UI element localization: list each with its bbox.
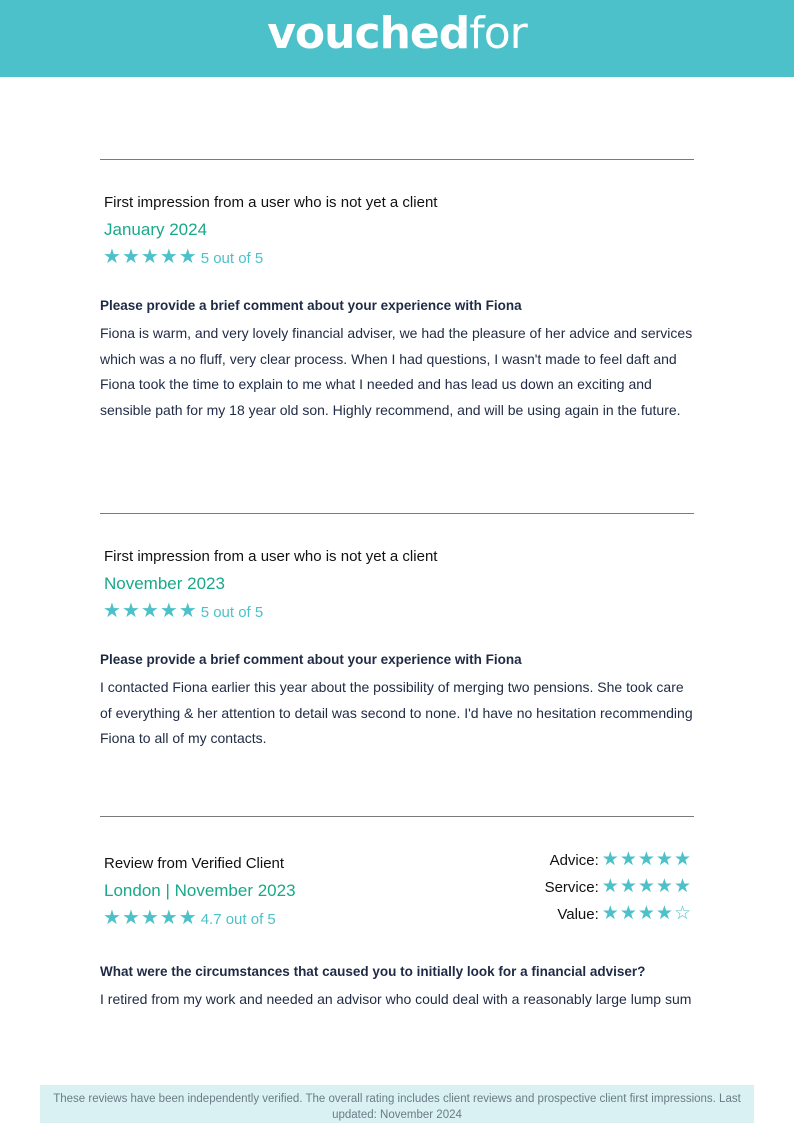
review-date: London | November 2023 [104,881,296,900]
sub-rating-service [545,874,692,901]
star-filled-icon: ★ [103,600,121,622]
star-rating [103,602,198,622]
review-date: November 2023 [104,574,225,593]
star-filled-icon: ★ [178,246,197,268]
rating-text: 4.7 out of 5 [200,910,276,928]
sub-rating-label: Value: [557,906,599,923]
review-answer: I retired from my work and needed an advisor who could deal with a reasonably large lump sum [100,991,692,1007]
review-question: Please provide a brief comment about your experience with Fiona [100,298,522,313]
star-empty-icon: ☆ [673,903,691,924]
review-answer: Fiona is warm, and very lovely financial adviser, we had the pleasure of her advice and services which was a no fluff, very clear process. When I had questions, I wasn't made to feel daft and Fiona took the time to explain to me what I needed and has lead us down an exciting and sensible path for my 18 year old son. Highly recommend, and will be using again in the future. [100,325,693,418]
star-filled-icon: ★ [601,903,619,924]
star-filled-icon: ★ [673,876,691,897]
star-rating [602,905,692,924]
star-filled-icon: ★ [140,907,159,929]
rating-text: 5 out of 5 [200,603,264,621]
star-filled-icon: ★ [619,876,637,897]
review-question: Please provide a brief comment about your experience with Fiona [100,652,522,667]
review-type: First impression from a user who is not yet a client [104,548,438,565]
star-filled-icon: ★ [178,907,197,929]
star-filled-icon: ★ [159,907,178,929]
review-answer: I contacted Fiona earlier this year about the possibility of merging two pensions. She took care of everything & her attention to detail was second to none. I'd have no hesitation recommending Fiona to all of my contacts. [100,679,693,746]
rating-text: 5 out of 5 [200,249,264,267]
star-filled-icon: ★ [121,907,140,929]
star-filled-icon: ★ [178,600,197,622]
review-type: Review from Verified Client [104,855,285,872]
star-filled-icon: ★ [159,246,178,268]
overall-rating [103,909,276,929]
star-filled-icon: ★ [140,246,159,268]
review-divider [100,513,694,514]
overall-rating [103,602,263,622]
star-filled-icon: ★ [655,849,673,870]
star-rating [602,878,692,897]
sub-rating-label: Advice: [549,852,599,869]
review-question: What were the circumstances that caused you to initially look for a financial adviser? [100,964,646,979]
star-filled-icon: ★ [140,600,159,622]
header-bar [0,0,794,77]
sub-ratings [545,847,692,928]
star-filled-icon: ★ [103,907,121,929]
star-filled-icon: ★ [673,849,691,870]
vouchedfor-logo[interactable]: vouchedfor [267,7,527,59]
star-rating [103,909,198,929]
star-filled-icon: ★ [655,903,673,924]
star-filled-icon: ★ [601,876,619,897]
star-filled-icon: ★ [655,876,673,897]
review-date: January 2024 [104,220,208,239]
review-divider [100,159,694,160]
star-filled-icon: ★ [619,849,637,870]
overall-rating [103,248,263,268]
star-filled-icon: ★ [159,600,178,622]
star-filled-icon: ★ [121,246,140,268]
sub-rating-value [545,901,692,928]
star-filled-icon: ★ [619,903,637,924]
review-divider [100,816,694,817]
star-filled-icon: ★ [637,903,655,924]
star-rating [103,248,198,268]
sub-rating-advice [545,847,692,874]
review-type: First impression from a user who is not yet a client [104,194,438,211]
star-rating [602,851,692,870]
sub-rating-label: Service: [544,879,599,896]
star-filled-icon: ★ [637,876,655,897]
star-filled-icon: ★ [601,849,619,870]
star-filled-icon: ★ [637,849,655,870]
star-filled-icon: ★ [103,246,121,268]
verification-footer: These reviews have been independently verified. The overall rating includes client reviews and prospective client first impressions. Last updated: November 2024 [40,1085,754,1123]
star-filled-icon: ★ [121,600,140,622]
